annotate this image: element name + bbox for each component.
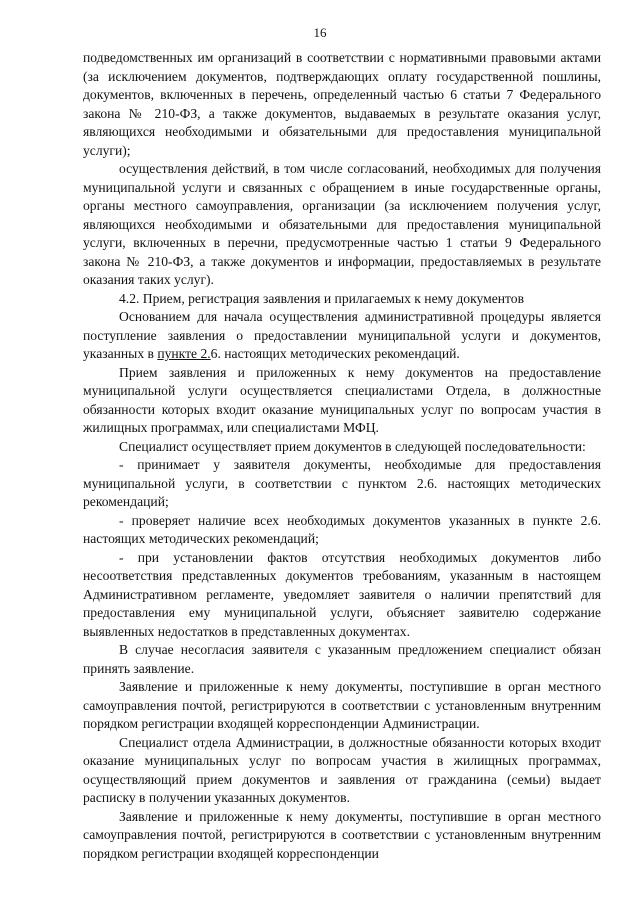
paragraph-text: Специалист отдела Администрации, в должностные обязанности которых входит оказание муниципальных услуг по вопросам участия в жилищных программах, осуществляющий прием документов и заявления от гражданина (семьи) выдает расписку в получении указанных документов.: [83, 734, 601, 805]
paragraph-text: - принимает у заявителя документы, необходимые для предоставления муниципальной услуги, в соответствии с пунктом 2.6. настоящих методических рекомендаций;: [83, 457, 601, 509]
paragraph-p8: [83, 512, 601, 549]
paragraph-p1: [83, 49, 601, 160]
paragraph-text: Заявление и приложенные к нему документы, поступившие в орган местного самоуправления почтой, регистрируются в соответствии с установленным внутренним порядком регистрации входящей корреспонденции: [83, 808, 601, 861]
paragraph-p4: [83, 308, 601, 364]
paragraph-p5: [83, 364, 601, 438]
document-body: [83, 49, 601, 863]
paragraph-text: 6. настоящих методических рекомендаций.: [210, 346, 460, 361]
paragraph-text: Заявление и приложенные к нему документы, поступившие в орган местного самоуправления почтой, регистрируются в соответствии с установленным внутренним порядком регистрации входящей корреспонденции Администрации.: [83, 679, 601, 731]
paragraph-p13: [83, 808, 601, 864]
paragraph-p9: [83, 549, 601, 642]
paragraph-p11: [83, 678, 601, 734]
page-number: 16: [313, 25, 327, 40]
paragraph-text: В случае несогласия заявителя с указанным предложением специалист обязан принять заявление.: [83, 642, 601, 676]
paragraph-text: - проверяет наличие всех необходимых документов указанных в пункте 2.6. настоящих методических рекомендаций;: [83, 512, 601, 546]
paragraph-text: - при установлении фактов отсутствия необходимых документов либо несоответствия представленных документов требованиям, указанным в настоящем Административном регламенте, уведомляет заявителя о наличии препятствий для предоставления ему муниципальной услуги, объясняет заявителю содержание выявленных недостатков в представленных документах.: [83, 549, 601, 639]
paragraph-text: осуществления действий, в том числе согласований, необходимых для получения муниципальной услуги и связанных с обращением в иные государственные органы, органы местного самоуправления, организации (за исключением получения услуг, являющихся необходимыми и обязательными для предоставления муниципальной услуги, включенных в перечни, предусмотренные частью 1 статьи 9 Федерального закона № 210-ФЗ, а также документов и информации, предоставляемых в результате оказания таких услуг).: [83, 161, 601, 287]
paragraph-p10: [83, 641, 601, 678]
paragraph-p7: [83, 456, 601, 512]
underlined-reference: пункте 2.: [157, 346, 211, 361]
paragraph-text: 4.2. Прием, регистрация заявления и прилагаемых к нему документов: [119, 290, 525, 306]
paragraph-p3: [83, 290, 601, 309]
paragraph-text: Специалист осуществляет прием документов в следующей последовательности:: [119, 438, 586, 454]
paragraph-p2: [83, 160, 601, 290]
paragraph-p6: [83, 438, 601, 457]
paragraph-text: Основанием для начала осуществления административной процедуры является поступление заявления о предоставлении муниципальной услуги и документов, указанных в: [83, 309, 601, 361]
paragraph-text: Прием заявления и приложенных к нему документов на предоставление муниципальной услуги осуществляется специалистами Отдела, в должностные обязанности которых входит оказание муниципальных услуг по вопросам участия в жилищных программах, или специалистами МФЦ.: [83, 364, 601, 435]
paragraph-text: подведомственных им организаций в соответствии с нормативными правовыми актами (за исключением документов, подтверждающих оплату государственной пошлины, документов, включенных в перечень, определенный частью 6 статьи 7 Федерального закона № 210-ФЗ, а также документов, выдаваемых в результате оказания услуг, являющихся необходимыми и обязательными для предоставления муниципальной услуги);: [83, 50, 601, 158]
paragraph-p12: [83, 734, 601, 808]
